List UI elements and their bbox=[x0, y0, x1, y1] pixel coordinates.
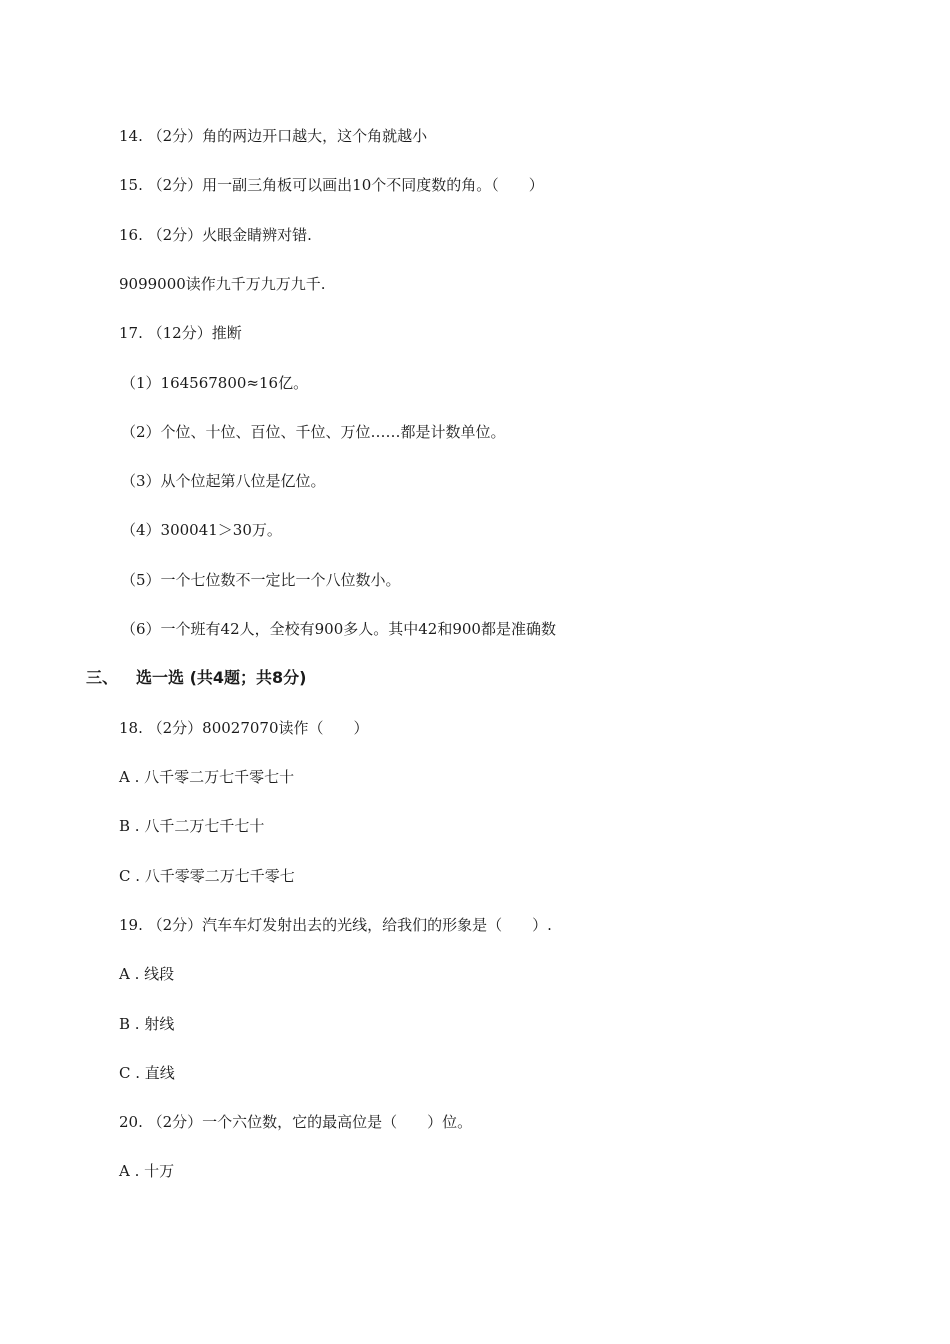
question-17-item-4: （4）300041＞30万。 bbox=[121, 521, 282, 539]
question-19: 19. （2分）汽车车灯发射出去的光线，给我们的形象是（ ）. bbox=[119, 916, 552, 934]
question-18: 18. （2分）80027070读作（ ） bbox=[119, 719, 369, 737]
option-20-a: A . 十万 bbox=[119, 1162, 175, 1180]
question-17-item-5: （5）一个七位数不一定比一个八位数小。 bbox=[121, 571, 401, 589]
option-19-b: B . 射线 bbox=[119, 1015, 175, 1033]
question-17: 17. （12分）推断 bbox=[119, 324, 242, 342]
question-20: 20. （2分）一个六位数，它的最高位是（ ）位。 bbox=[119, 1113, 473, 1131]
question-15: 15. （2分）用一副三角板可以画出10个不同度数的角。（ ） bbox=[119, 176, 544, 194]
option-18-a: A . 八千零二万七千零七十 bbox=[119, 768, 295, 786]
option-19-c: C . 直线 bbox=[119, 1064, 175, 1082]
question-17-item-2: （2）个位、十位、百位、千位、万位……都是计数单位。 bbox=[121, 423, 506, 441]
question-16: 16. （2分）火眼金睛辨对错. bbox=[119, 226, 312, 244]
section-heading bbox=[86, 668, 306, 688]
question-16-body: 9099000读作九千万九万九千. bbox=[119, 275, 326, 293]
option-18-b: B . 八千二万七千七十 bbox=[119, 817, 265, 835]
option-19-a: A . 线段 bbox=[119, 965, 175, 983]
question-17-item-1: （1）164567800≈16亿。 bbox=[121, 374, 309, 392]
section-title: 选一选 (共4题；共8分) bbox=[136, 668, 307, 687]
question-14: 14. （2分）角的两边开口越大，这个角就越小 bbox=[119, 127, 428, 145]
question-17-item-6: （6）一个班有42人，全校有900多人。其中42和900都是准确数 bbox=[121, 620, 556, 638]
question-17-item-3: （3）从个位起第八位是亿位。 bbox=[121, 472, 326, 490]
option-18-c: C . 八千零零二万七千零七 bbox=[119, 867, 295, 885]
section-number: 三、 bbox=[86, 668, 119, 687]
